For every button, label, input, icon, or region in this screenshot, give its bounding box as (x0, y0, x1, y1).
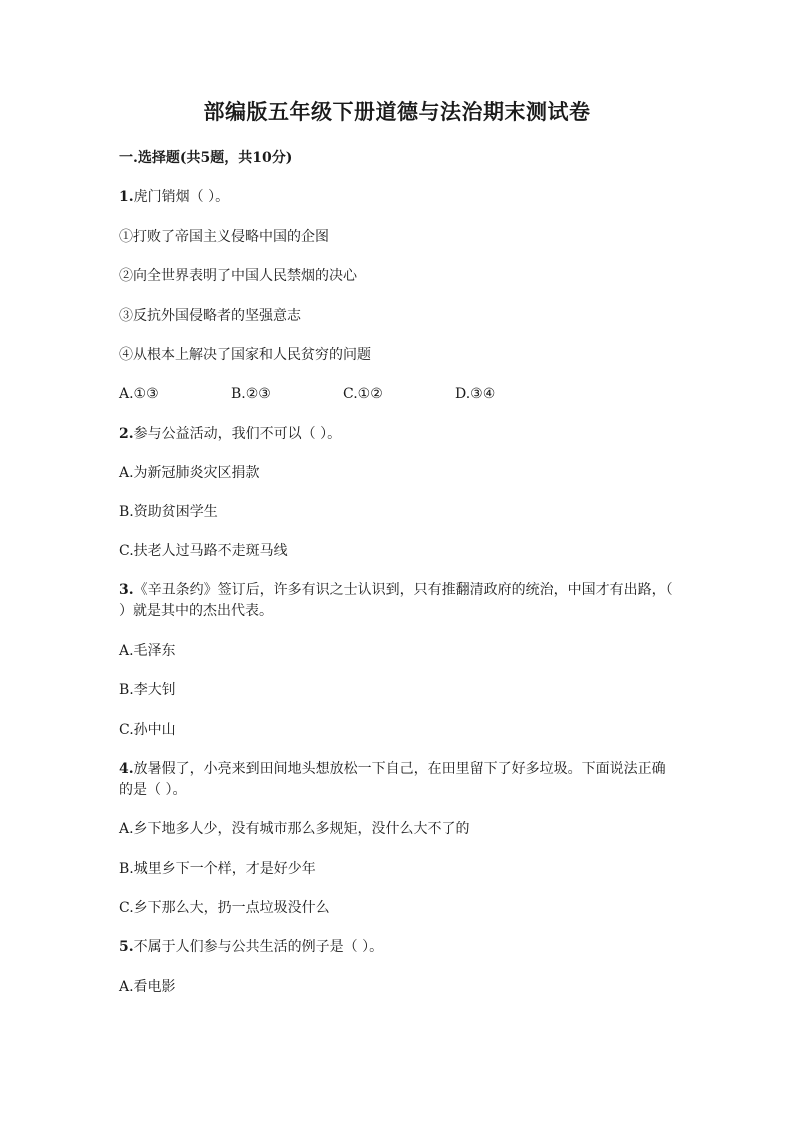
option-c: C.乡下那么大，扔一点垃圾没什么 (119, 900, 330, 916)
option-a: A.为新冠肺炎灾区捐款 (119, 465, 260, 481)
statement-2: ②向全世界表明了中国人民禁烟的决心 (119, 268, 357, 284)
option-b: B.资助贫困学生 (119, 504, 218, 520)
question-text: 参与公益活动，我们不可以（ ）。 (133, 426, 342, 442)
option-a: A.乡下地多人少，没有城市那么多规矩，没什么大不了的 (119, 821, 470, 837)
question-text: 放暑假了，小亮来到田间地头想放松一下自己，在田里留下了好多垃圾。下面说法正确的是（ ）。 (119, 761, 666, 798)
question-text: 《辛丑条约》签订后，许多有识之士认识到，只有推翻清政府的统治，中国才有出路，（ ）就是其中的杰出代表。 (119, 582, 673, 619)
statement-4: ④从根本上解决了国家和人民贫穷的问题 (119, 347, 371, 363)
statement-1: ①打败了帝国主义侵略中国的企图 (119, 229, 329, 245)
question-1 (119, 187, 229, 207)
question-text: 不属于人们参与公共生活的例子是（ ）。 (133, 939, 384, 955)
question-5 (119, 937, 383, 957)
question-3 (119, 580, 679, 622)
question-number: 3. (119, 582, 134, 598)
option-a: A.毛泽东 (119, 643, 176, 659)
option-a: A.①③ (119, 386, 159, 402)
question-number: 1. (119, 189, 134, 205)
option-c: C.孙中山 (119, 722, 176, 738)
option-c: C.①② (343, 386, 383, 402)
question-number: 2. (119, 426, 134, 442)
question-2 (119, 424, 341, 444)
statement-3: ③反抗外国侵略者的坚强意志 (119, 308, 301, 324)
option-b: B.城里乡下一个样，才是好少年 (119, 861, 316, 877)
option-b: B.②③ (231, 386, 271, 402)
question-text: 虎门销烟（ ）。 (133, 189, 230, 205)
section-heading: 一.选择题(共5题，共10分) (119, 150, 293, 166)
question-4 (119, 759, 679, 801)
page-title: 部编版五年级下册道德与法治期末测试卷 (203, 99, 591, 124)
options-row (119, 384, 567, 404)
question-number: 4. (119, 761, 134, 777)
option-b: B.李大钊 (119, 682, 176, 698)
question-number: 5. (119, 939, 134, 955)
option-a: A.看电影 (119, 979, 176, 995)
option-d: D.③④ (455, 386, 496, 402)
option-c: C.扶老人过马路不走斑马线 (119, 543, 288, 559)
